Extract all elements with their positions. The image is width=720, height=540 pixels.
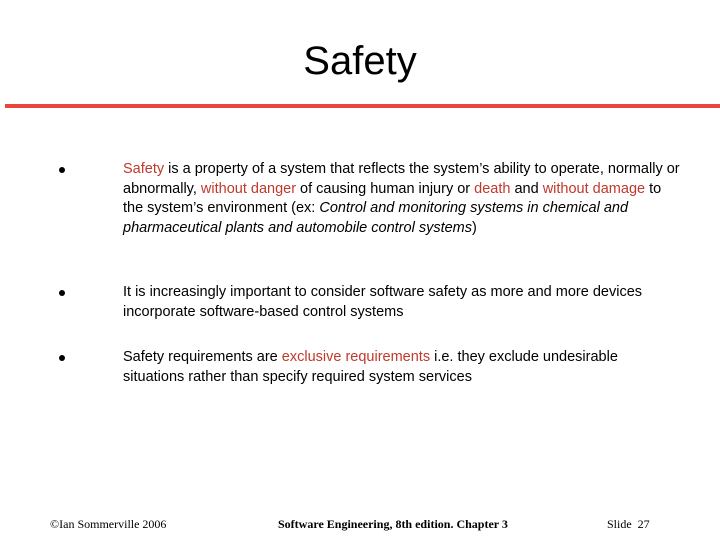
text-segment: to the system’s environment (ex: [123,180,662,216]
text-segment: i.e. they exclude undesirable situations rather than specify required system services [123,349,618,385]
bullet-dot-icon [59,167,65,173]
text-segment: Safety requirements are [123,349,282,365]
text-segment: ) [471,219,477,236]
text-segment: Safety [123,161,165,177]
bullet-dot-icon [59,290,65,296]
bullet-text [123,160,683,238]
text-segment: without damage [542,180,646,197]
text-segment: exclusive requirements [281,349,431,365]
footer-copyright: ©Ian Sommerville 2006 [50,517,167,531]
text-segment: Control and monitoring systems in chemical and pharmaceutical plants and automobile control systems [123,200,629,236]
title-divider [5,104,720,108]
text-segment: of causing human injury or [296,180,475,197]
bullet-text [123,283,683,322]
text-segment: and [510,180,543,197]
text-segment: death [474,180,511,197]
footer-book-title: Software Engineering, 8th edition. Chapter 3 [278,517,508,531]
text-segment: is a property of a system that reflects the system’s ability to operate, normally or abnormally, [123,161,680,197]
bullet-dot-icon [59,355,65,361]
text-segment: It is increasingly important to consider software safety as more and more devices incorporate software-based control systems [123,284,643,320]
slide-title: Safety [303,39,417,83]
bullet-text [123,348,683,387]
text-segment: without danger [200,180,297,197]
footer-slide-number: Slide 27 [607,517,650,531]
